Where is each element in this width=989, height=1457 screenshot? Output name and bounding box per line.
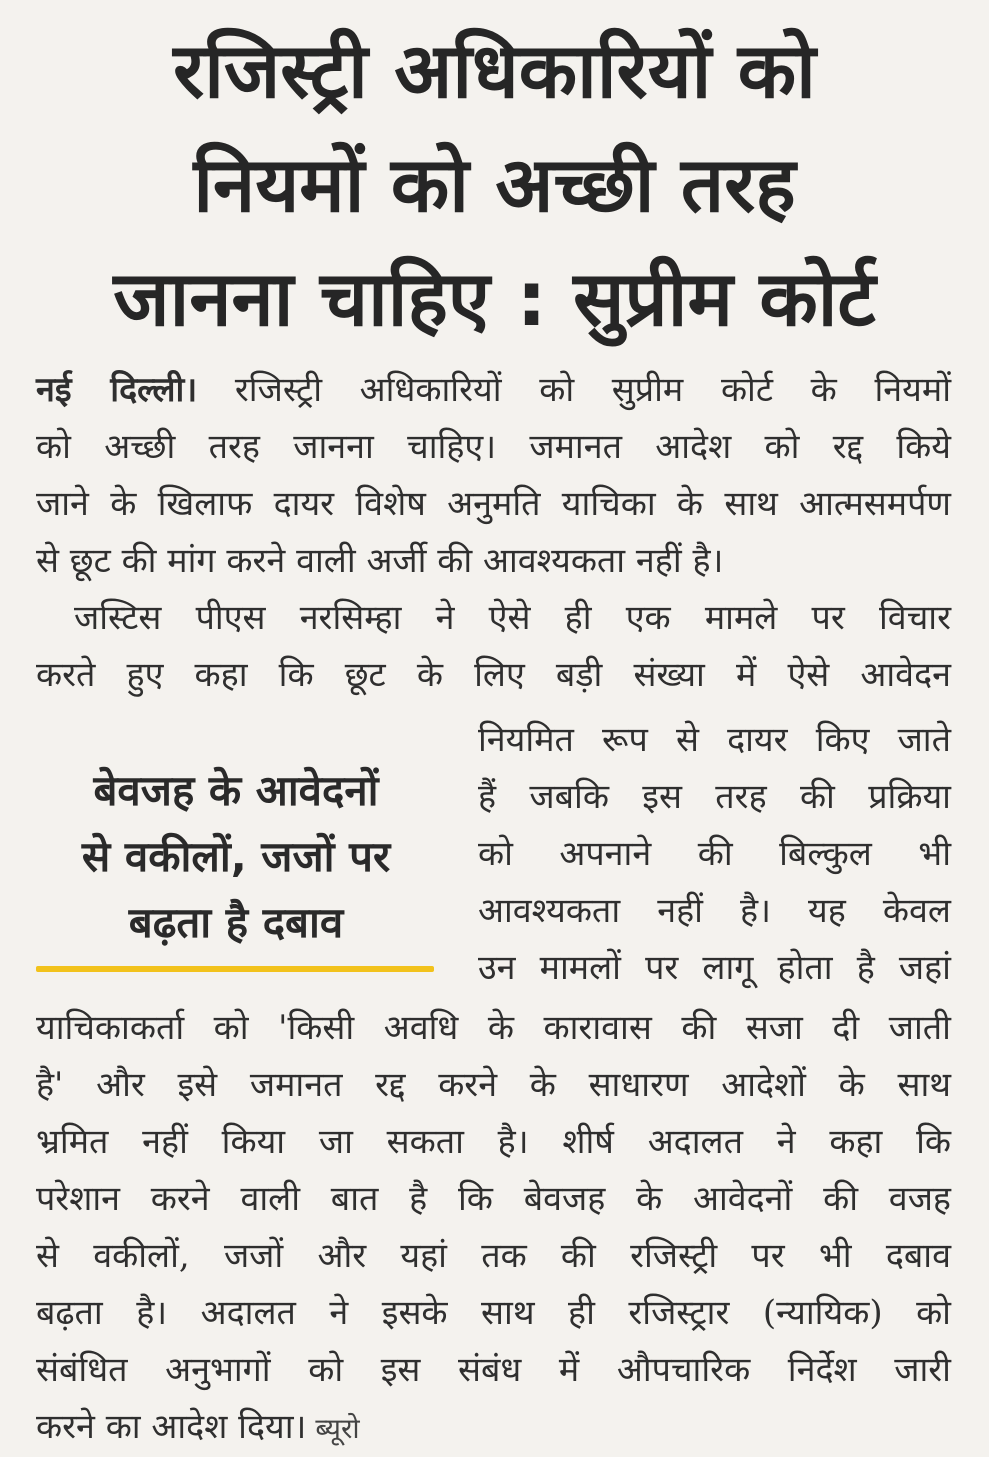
- article-line: को अच्छी तरह जानना चाहिए। जमानत आदेश को रद्द किये: [36, 427, 951, 467]
- article-line: आवश्यकता नहीं है। यह केवल: [478, 891, 951, 931]
- article-line: उन मामलों पर लागू होता है जहां: [478, 948, 951, 988]
- article-line: [36, 362, 951, 419]
- article-line: नियमित रूप से दायर किए जाते: [478, 720, 951, 760]
- article-line: याचिकाकर्ता को 'किसी अवधि के कारावास की सजा दी जाती: [36, 1008, 951, 1048]
- headline: [20, 14, 969, 356]
- pull-quote-line: बढ़ता है दबाव: [128, 898, 344, 947]
- article-line-text: जस्टिस पीएस नरसिम्हा ने ऐसे ही एक मामले पर विचार: [74, 598, 951, 638]
- article-line: से छूट की मांग करने वाली अर्जी की आवश्यकता नहीं है।: [36, 541, 724, 581]
- headline-line: नियमों को अच्छी तरह: [193, 140, 796, 229]
- article-body-top: [36, 362, 951, 704]
- article-line-text: करने का आदेश दिया।: [36, 1407, 307, 1447]
- article-wrap-column: [478, 712, 951, 997]
- article-line: [36, 1399, 951, 1457]
- article-line: जाने के खिलाफ दायर विशेष अनुमति याचिका के साथ आत्मसमर्पण: [36, 484, 951, 524]
- pull-quote-divider: [36, 966, 434, 972]
- article-line: को अपनाने की बिल्कुल भी: [478, 834, 951, 874]
- headline-line: जानना चाहिए : सुप्रीम कोर्ट: [113, 254, 876, 343]
- byline: ब्यूरो: [306, 1412, 360, 1445]
- pull-quote-line: से वकीलों, जजों पर: [81, 832, 391, 881]
- pull-quote: [36, 758, 436, 956]
- article-line: [36, 590, 951, 647]
- article-line: भ्रमित नहीं किया जा सकता है। शीर्ष अदालत ने कहा कि: [36, 1122, 951, 1162]
- article-body-bottom: [36, 1000, 951, 1457]
- dateline: नई दिल्ली।: [36, 370, 198, 410]
- pull-quote-line: बेवजह के आवेदनों: [93, 766, 379, 815]
- article-line-text: रजिस्ट्री अधिकारियों को सुप्रीम कोर्ट के नियमों: [197, 370, 951, 410]
- article-line: संबंधित अनुभागों को इस संबंध में औपचारिक निर्देश जारी: [36, 1350, 951, 1390]
- article-line: हैं जबकि इस तरह की प्रक्रिया: [478, 777, 951, 817]
- article-line: से वकीलों, जजों और यहां तक की रजिस्ट्री पर भी दबाव: [36, 1236, 951, 1276]
- article-line: करते हुए कहा कि छूट के लिए बड़ी संख्या में ऐसे आवेदन: [36, 655, 951, 695]
- article-line: परेशान करने वाली बात है कि बेवजह के आवेदनों की वजह: [36, 1179, 951, 1219]
- article-line: है' और इसे जमानत रद्द करने के साधारण आदेशों के साथ: [36, 1065, 951, 1105]
- headline-line: रजिस्ट्री अधिकारियों को: [173, 26, 816, 115]
- article-line: बढ़ता है। अदालत ने इसके साथ ही रजिस्ट्रार (न्यायिक) को: [36, 1293, 951, 1333]
